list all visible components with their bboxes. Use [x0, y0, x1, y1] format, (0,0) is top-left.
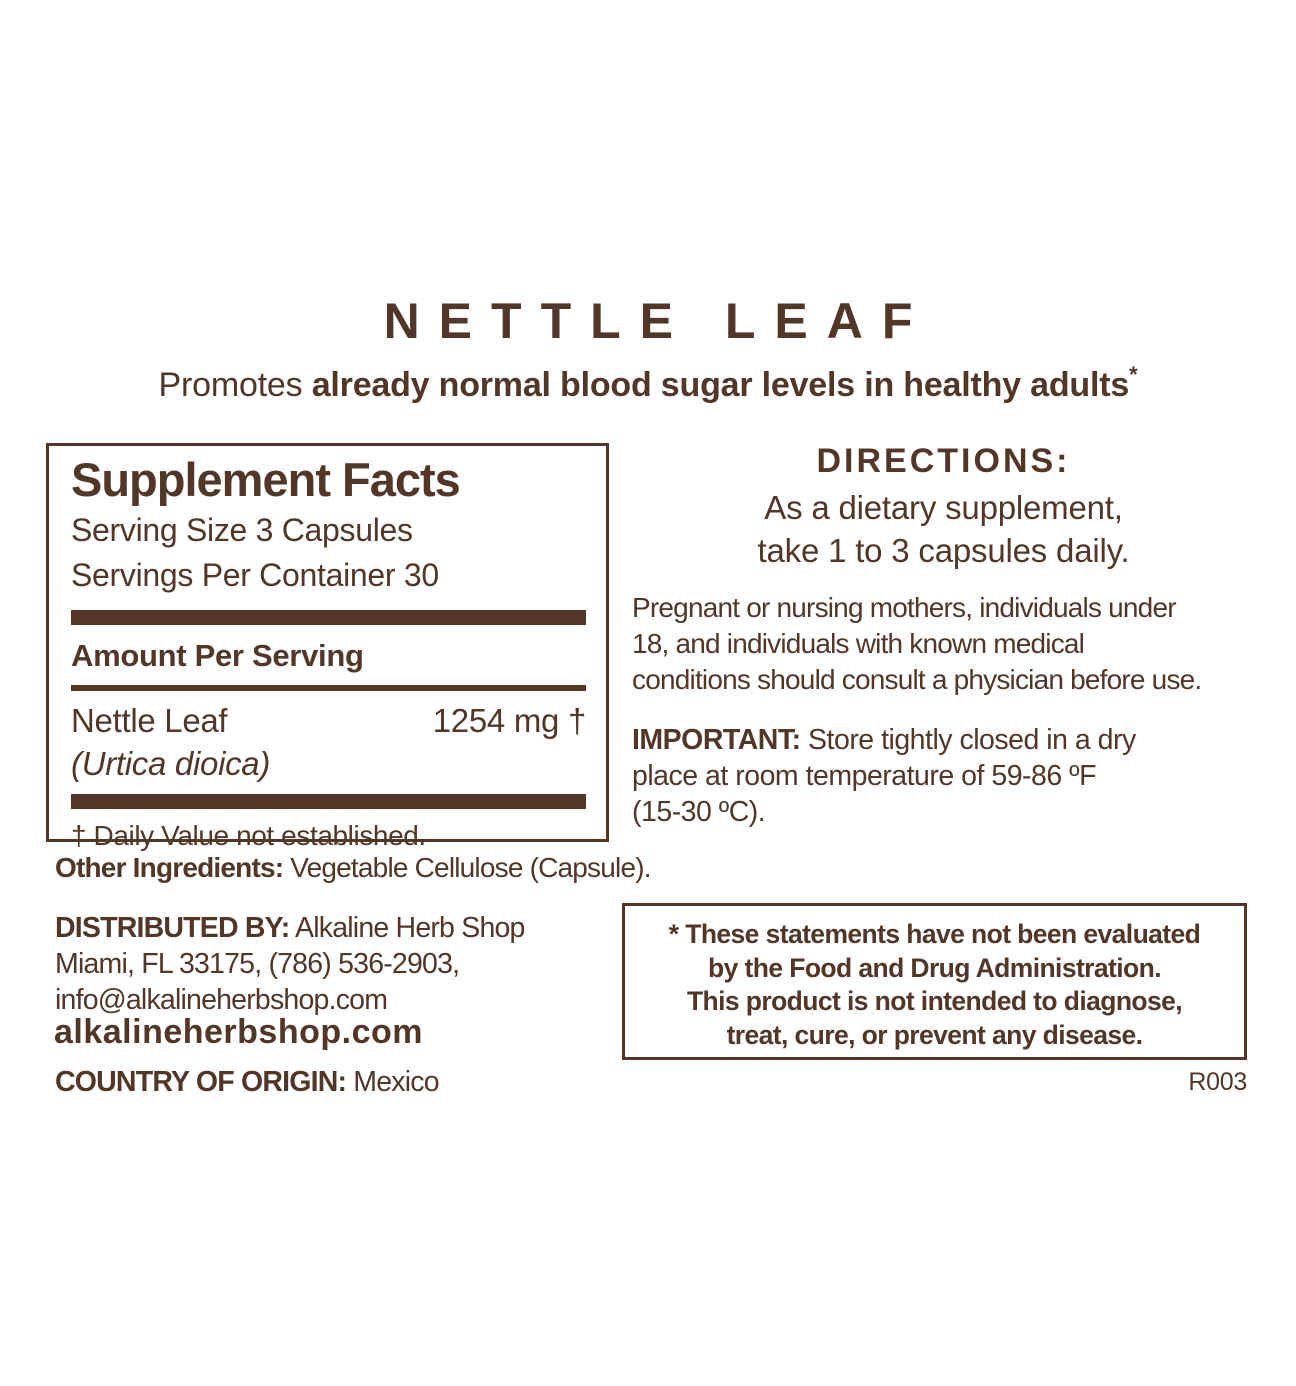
fda-disclaimer-line-3: This product is not intended to diagnose, — [686, 986, 1183, 1016]
ingredient-latin-name: (Urtica dioica) — [71, 745, 271, 782]
daily-value-footnote: † Daily Value not established. — [71, 820, 426, 851]
revision-code: R003 — [1188, 1068, 1247, 1096]
ingredient-name: Nettle Leaf — [71, 702, 228, 739]
divider-thin — [71, 685, 586, 691]
tagline-claim: already normal blood sugar levels in healthy adults — [311, 366, 1130, 404]
usage-warning-line-2: 18, and individuals with known medical — [632, 628, 1085, 659]
storage-instructions — [632, 722, 1136, 830]
storage-line-3: (15-30 ºC). — [632, 796, 766, 828]
directions-text — [630, 486, 1257, 572]
directions-line-1: As a dietary supplement, — [764, 489, 1123, 526]
fda-disclaimer-line-4: treat, cure, or prevent any disease. — [726, 1019, 1143, 1050]
tagline-prefix: Promotes — [158, 366, 312, 404]
usage-warning — [632, 590, 1201, 698]
directions-line-2: take 1 to 3 capsules daily. — [757, 532, 1130, 569]
fda-disclaimer-line-2: by the Food and Drug Administration. — [708, 952, 1161, 983]
usage-warning-line-1: Pregnant or nursing mothers, individuals under — [632, 592, 1176, 623]
distributor-email: info@alkalineherbshop.com — [55, 984, 388, 1016]
servings-per-container: Servings Per Container 30 — [71, 557, 439, 593]
fda-disclaimer-box — [622, 903, 1247, 1060]
distributor-info — [55, 910, 525, 1018]
distributor-line-1 — [55, 910, 525, 946]
usage-warning-line-3: conditions should consult a physician before use. — [632, 664, 1202, 695]
supplement-facts-panel — [46, 443, 609, 851]
website-url: alkalineherbshop.com — [54, 1013, 423, 1051]
product-title: NETTLE LEAF — [383, 293, 932, 349]
serving-size: Serving Size 3 Capsules — [71, 512, 413, 548]
country-of-origin-label: COUNTRY OF ORIGIN: — [55, 1066, 347, 1098]
storage-line-1 — [632, 722, 1136, 758]
ingredient-row — [71, 700, 586, 742]
ingredient-amount: 1254 mg † — [432, 702, 586, 739]
important-label: IMPORTANT: — [632, 724, 801, 756]
supplement-facts-title: Supplement Facts — [71, 453, 460, 506]
product-tagline — [0, 362, 1296, 405]
country-of-origin — [55, 1066, 439, 1099]
divider-thick-bottom — [71, 794, 586, 809]
distributor-name: Alkaline Herb Shop — [289, 912, 525, 944]
other-ingredients-text: Vegetable Cellulose (Capsule). — [283, 852, 651, 883]
storage-line-1-text: Store tightly closed in a dry — [800, 724, 1136, 756]
distributor-address: Miami, FL 33175, (786) 536-2903, — [55, 948, 460, 980]
amount-per-serving-label: Amount Per Serving — [71, 638, 364, 673]
storage-line-2: place at room temperature of 59-86 ºF — [632, 760, 1096, 792]
directions-heading: DIRECTIONS: — [816, 442, 1071, 480]
other-ingredients-label: Other Ingredients: — [55, 852, 284, 883]
tagline-asterisk: * — [1129, 362, 1138, 387]
country-of-origin-text: Mexico — [346, 1066, 439, 1098]
distributed-by-label: DISTRIBUTED BY: — [55, 912, 290, 944]
other-ingredients — [55, 852, 651, 884]
fda-disclaimer-line-1: * These statements have not been evaluated — [668, 919, 1201, 949]
divider-thick-top — [71, 610, 586, 625]
